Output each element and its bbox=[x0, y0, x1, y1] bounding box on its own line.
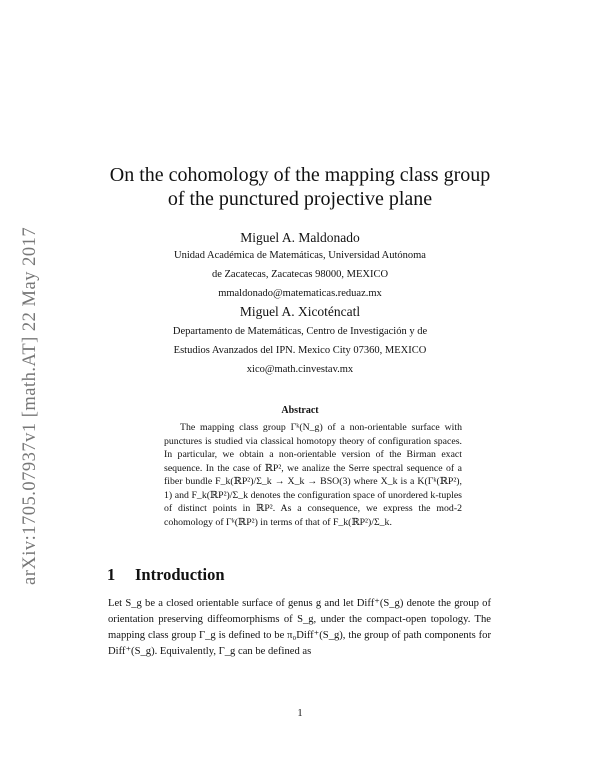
author-name-1: Miguel A. Maldonado bbox=[240, 230, 360, 245]
affiliation-line: Departamento de Matemáticas, Centro de Investigación y de bbox=[172, 326, 428, 337]
intro-paragraph: Let S_g be a closed orientable surface of genus g and let Diff⁺(S_g) denote the group of orientation preserving diffeomorphisms of S_g, under the compact-open topology. The mapping class group Γ_g is defined to be π₀Diff⁺(S_g), the group of path components for Diff⁺(S_g). Equivalently, Γ_g can be defined as bbox=[108, 598, 491, 657]
title-line-1: On the cohomology of the mapping class group bbox=[109, 164, 491, 186]
author-email: mmaldonado@matematicas.reduaz.mx bbox=[218, 288, 382, 299]
affiliation-line: de Zacatecas, Zacatecas 98000, MEXICO bbox=[211, 269, 389, 280]
abstract-heading: Abstract bbox=[281, 405, 319, 416]
section-number: 1 bbox=[107, 565, 116, 584]
section-heading bbox=[107, 565, 225, 585]
abstract-body bbox=[164, 421, 462, 529]
section-title: Introduction bbox=[135, 565, 225, 584]
abstract-text: The mapping class group Γᵏ(N_g) of a non-orientable surface with punctures is studied via classical homotopy theory of configuration spaces. In particular, we obtain a non-orientable version of the Birman exact sequence. In the case of ℝP², we analize the Serre spectral sequence of a fiber bundle F_k(ℝP²)/Σ_k → X_k → BSO(3) where X_k is a K(Γᵏ(ℝP²), 1) and F_k(ℝP²)/Σ_k denotes the configuration space of unordered k-tuples of distinct points in ℝP². As a consequence, we express the mod-2 cohomology of Γᵏ(ℝP²) in terms of that of F_k(ℝP²)/Σ_k. bbox=[164, 422, 462, 528]
affiliation-line: Unidad Académica de Matemáticas, Universidad Autónoma bbox=[174, 250, 426, 261]
paper-title bbox=[0, 163, 600, 211]
author-name-2: Miguel A. Xicoténcatl bbox=[239, 304, 361, 319]
introduction-body bbox=[108, 596, 491, 660]
affiliation-line: Estudios Avanzados del IPN. Mexico City 07360, MEXICO bbox=[173, 345, 427, 356]
author-1-affiliation bbox=[0, 246, 600, 303]
author-2-affiliation bbox=[0, 322, 600, 379]
author-email: xico@math.cinvestav.mx bbox=[246, 364, 354, 375]
arxiv-identifier-stamp: arXiv:1705.07937v1 [math.AT] 22 May 2017 bbox=[20, 226, 40, 585]
page-number: 1 bbox=[297, 708, 303, 719]
title-line-2: of the punctured projective plane bbox=[167, 188, 433, 210]
